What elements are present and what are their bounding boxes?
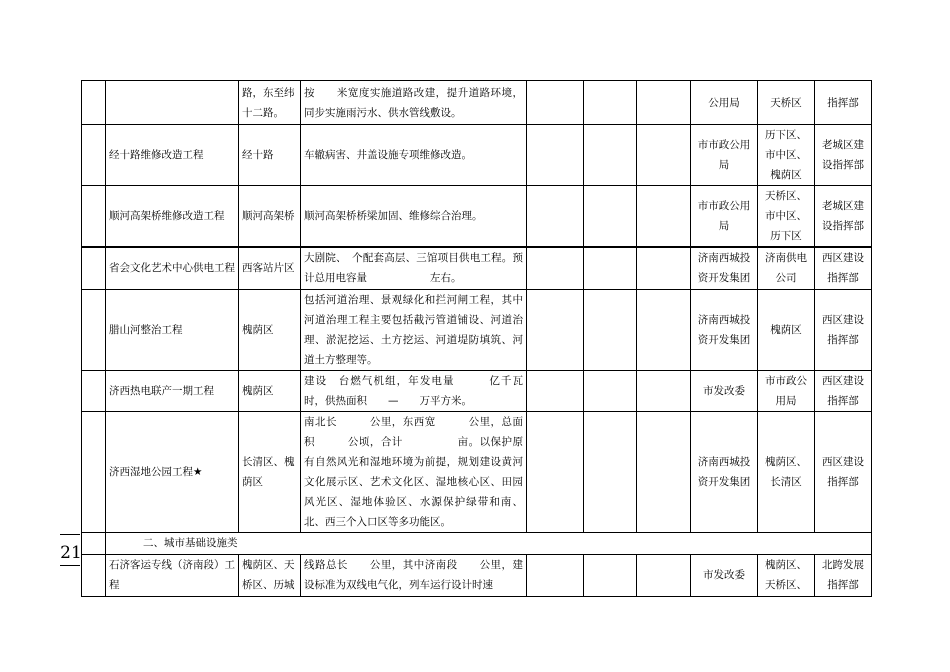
- district-cell: 历下区、市中区、槐荫区: [758, 125, 815, 186]
- district-cell: 槐荫区: [758, 289, 815, 370]
- lead-unit-cell: 市市政公用局: [691, 125, 758, 186]
- project-name-cell: 经十路维修改造工程: [106, 125, 239, 186]
- lead-unit-cell: 济南西城投资开发集团: [691, 289, 758, 370]
- project-name-cell: 腊山河整治工程: [106, 289, 239, 370]
- project-table: [81, 80, 872, 597]
- content-cell: 车辙病害、井盖设施专项维修改造。: [301, 125, 527, 186]
- section-title: 二、城市基础设施类: [106, 532, 872, 554]
- district-cell: 天桥区、市中区、历下区: [758, 186, 815, 248]
- command-cell: 西区建设指挥部: [815, 289, 872, 370]
- table-row: [82, 125, 872, 186]
- lead-unit-cell: 济南西城投资开发集团: [691, 411, 758, 532]
- table-row: [82, 247, 872, 289]
- project-name-cell: 济西湿地公园工程★: [106, 411, 239, 532]
- district-cell: 槐荫区、长清区: [758, 411, 815, 532]
- table-row: [82, 186, 872, 248]
- location-cell: 路，东至纬十二路。: [239, 81, 301, 125]
- command-cell: 北跨发展指挥部: [815, 554, 872, 596]
- content-cell: 包括河道治理、景观绿化和拦河闸工程，其中河道治理工程主要包括截污管道铺设、河道治理、淤泥挖运、土方挖运、河道堤防填筑、河道土方整理等。: [301, 289, 527, 370]
- content-cell: 按 米宽度实施道路改建，提升道路环境，同步实施雨污水、供水管线敷设。: [301, 81, 527, 125]
- lead-unit-cell: 公用局: [691, 81, 758, 125]
- location-cell: 槐荫区: [239, 370, 301, 411]
- project-name-cell: [106, 81, 239, 125]
- page-number-rule-bottom: [60, 565, 80, 566]
- lead-unit-cell: 市发改委: [691, 554, 758, 596]
- content-cell: 南北长 公里，东西宽 公里，总面积 公顷，合计 亩。以保护原有自然风光和湿地环境为前提，规划建设黄河文化展示区、艺术文化区、湿地核心区、田园风光区、湿地体验区、水源保护绿带和南、北、西三个入口区等多功能区。: [301, 411, 527, 532]
- table-row: [82, 81, 872, 125]
- page-number-rule-top: [60, 534, 80, 535]
- table-row: [82, 411, 872, 532]
- lead-unit-cell: 市发改委: [691, 370, 758, 411]
- page-number: 21: [60, 543, 82, 563]
- content-cell: 大剧院、 个配套高层、三馆项目供电工程。预计总用电容量 左右。: [301, 247, 527, 289]
- district-cell: 济南供电公司: [758, 247, 815, 289]
- location-cell: 经十路: [239, 125, 301, 186]
- location-cell: 顺河高架桥: [239, 186, 301, 248]
- command-cell: 西区建设指挥部: [815, 411, 872, 532]
- section-row: [82, 532, 872, 554]
- table-row: [82, 289, 872, 370]
- district-cell: 天桥区: [758, 81, 815, 125]
- content-cell: 顺河高架桥桥梁加固、维修综合治理。: [301, 186, 527, 248]
- lead-unit-cell: 市市政公用局: [691, 186, 758, 248]
- district-cell: 市市政公用局: [758, 370, 815, 411]
- content-cell: 线路总长 公里，其中济南段 公里，建设标准为双线电气化，列车运行设计时速: [301, 554, 527, 596]
- project-name-cell: 省会文化艺术中心供电工程: [106, 247, 239, 289]
- district-cell: 槐荫区、天桥区、: [758, 554, 815, 596]
- table-row: [82, 554, 872, 596]
- location-cell: 西客站片区: [239, 247, 301, 289]
- command-cell: 老城区建设指挥部: [815, 125, 872, 186]
- location-cell: 槐荫区、天桥区、历城: [239, 554, 301, 596]
- lead-unit-cell: 济南西城投资开发集团: [691, 247, 758, 289]
- project-name-cell: 济西热电联产一期工程: [106, 370, 239, 411]
- command-cell: 西区建设指挥部: [815, 247, 872, 289]
- content-cell: 建设 台燃气机组，年发电量 亿千瓦时，供热面积 — 万平方米。: [301, 370, 527, 411]
- command-cell: 老城区建设指挥部: [815, 186, 872, 248]
- project-name-cell: 石济客运专线（济南段）工程: [106, 554, 239, 596]
- location-cell: 槐荫区: [239, 289, 301, 370]
- command-cell: 西区建设指挥部: [815, 370, 872, 411]
- location-cell: 长清区、槐荫区: [239, 411, 301, 532]
- table-row: [82, 370, 872, 411]
- command-cell: 指挥部: [815, 81, 872, 125]
- project-name-cell: 顺河高架桥维修改造工程: [106, 186, 239, 248]
